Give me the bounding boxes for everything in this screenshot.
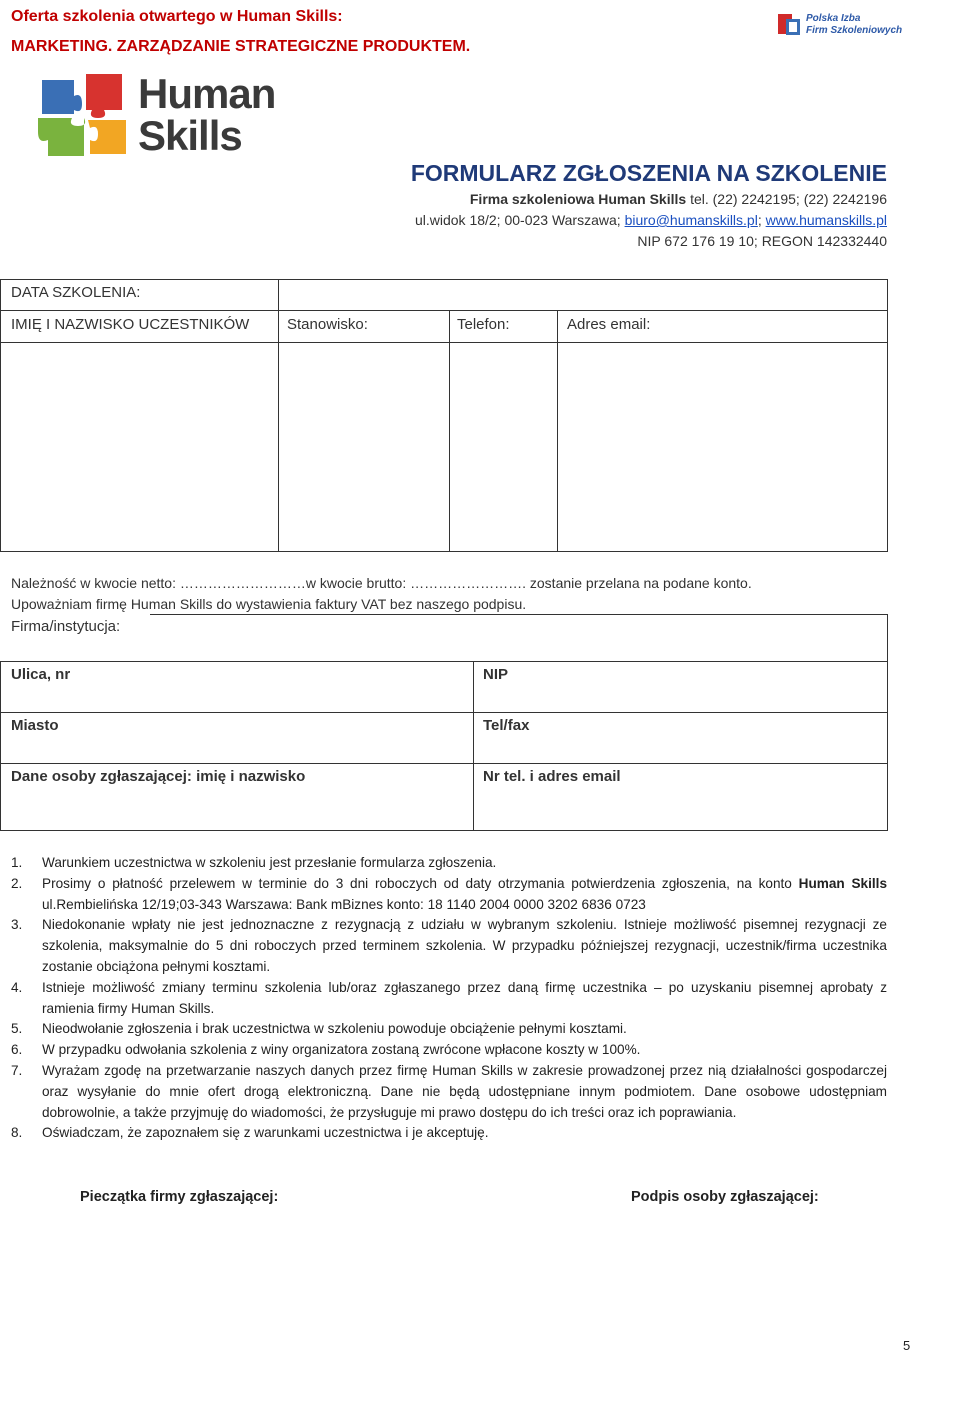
company-name: Firma szkoleniowa Human Skills: [469, 191, 687, 207]
tel-fax-label: Tel/fax: [483, 717, 530, 734]
term-item: 4. Istnieje możliwość zmiany terminu szkolenia lub/oraz zgłaszanego przez daną firmę uczestnika – po uzyskaniu pisemnej aprobaty z ramienia firmy Human Skills.: [11, 979, 887, 1016]
term-item: 3. Niedokonanie wpłaty nie jest jednoznaczne z rezygnacją z udziału w wybranym szkoleniu. Istnieje możliwość pisemnej rezygnacji ze szkolenia, maksymalnie do 5 dni roboczych przed terminem szkolenia. W przypadku późniejszej rezygnacji, uczestnik/firma uczestnika zostanie obciążona pełnymi kosztami.: [11, 917, 887, 974]
training-topic: MARKETING. ZARZĄDZANIE STRATEGICZNE PRODUKTEM.: [11, 38, 471, 55]
position-field[interactable]: [280, 344, 448, 550]
phone-field[interactable]: [451, 344, 556, 550]
term-item: 2. Prosimy o płatność przelewem w terminie do 3 dni roboczych od daty otrzymania potwierdzenia zgłoszenia, na konto Human Skills ul.Rembielińska 12/19;03-343 Warszawa: Bank mBiznes konto: 18 1140 2004 0000 3202 6836 0723: [11, 875, 888, 912]
company-stamp-label: Pieczątka firmy zgłaszającej:: [80, 1189, 279, 1205]
city-field[interactable]: [2, 737, 472, 762]
nip-field[interactable]: [475, 686, 886, 711]
col-phone: Telefon:: [457, 316, 510, 333]
term-item: 8. Oświadczam, że zapoznałem się z warunkami uczestnictwa i je akceptuję.: [11, 1125, 489, 1141]
contact-phone-email-label: Nr tel. i adres email: [483, 768, 621, 785]
col-position: Stanowisko:: [287, 316, 368, 333]
pifs-logo: [778, 12, 903, 40]
human-skills-logo: [34, 70, 274, 162]
logo-word-human: Human: [138, 70, 276, 117]
website-link[interactable]: www.humanskills.pl: [765, 212, 887, 228]
participants-name-field[interactable]: [2, 344, 277, 550]
company-address-line: [415, 212, 887, 228]
logo-word-skills: Skills: [138, 112, 242, 159]
signature-label: Podpis osoby zgłaszającej:: [631, 1189, 819, 1205]
col-email: Adres email:: [567, 316, 651, 333]
company-address: ul.widok 18/2; 00-023 Warszawa;: [414, 212, 621, 228]
firm-institution-field[interactable]: [152, 616, 886, 660]
tel-fax-field[interactable]: [475, 737, 886, 762]
term-item: 1. Warunkiem uczestnictwa w szkoleniu jest przesłanie formularza zgłoszenia.: [11, 855, 497, 870]
pifs-logo-line2: Firm Szkoleniowych: [806, 25, 903, 36]
pifs-mark-icon: [778, 14, 800, 36]
separator: ;: [757, 212, 762, 228]
term-item: 6. W przypadku odwołania szkolenia z winy organizatora zostaną zwrócone wpłacone koszty w 100%.: [11, 1042, 641, 1058]
payment-amount-line: Należność w kwocie netto: ………………………w kwocie brutto: ……………………. zostanie przelana na podane konto.: [11, 575, 752, 591]
training-date-field[interactable]: [280, 281, 886, 309]
contact-person-label: Dane osoby zgłaszającej: imię i nazwisko: [11, 768, 306, 785]
term-item: 7. Wyrażam zgodę na przetwarzanie naszych danych przez firmę Human Skills w zakresie prowadzonej przez nią działalności gospodarczej oraz wysyłanie do mnie ofert drogą elektroniczną. Dane nie będą udostępniane innym podmiotem. Dane osobowe udostępniam dobrowolnie, a także przyjmuję do wiadomości, że przysługuje mi prawo dostępu do ich treści oraz ich poprawiania.: [11, 1062, 887, 1120]
firm-institution-label: Firma/instytucja:: [11, 618, 121, 635]
company-phones: tel. (22) 2242195; (22) 2242196: [690, 191, 887, 207]
email-field[interactable]: [559, 344, 886, 550]
pifs-logo-line1: Polska Izba: [806, 13, 861, 24]
term-item: 5. Nieodwołanie zgłoszenia i brak uczestnictwa w szkoleniu powoduje obciążenie pełnymi kosztami.: [11, 1021, 627, 1037]
contact-phone-email-field[interactable]: [475, 790, 886, 829]
email-link[interactable]: biuro@humanskills.pl: [624, 212, 758, 228]
offer-title: Oferta szkolenia otwartego w Human Skills:: [11, 8, 343, 25]
city-label: Miasto: [11, 717, 59, 734]
street-label: Ulica, nr: [11, 666, 71, 683]
company-info: [470, 191, 887, 207]
terms-list: [11, 853, 887, 1144]
nip-label: NIP: [483, 666, 509, 683]
col-participants-name: IMIĘ I NAZWISKO UCZESTNIKÓW: [11, 316, 250, 333]
vat-authorization-line: Upoważniam firmę Human Skills do wystawienia faktury VAT bez naszego podpisu.: [11, 596, 527, 612]
contact-person-field[interactable]: [2, 790, 472, 829]
form-title: FORMULARZ ZGŁOSZENIA NA SZKOLENIE: [410, 160, 887, 186]
puzzle-flower-icon: [34, 70, 134, 162]
training-date-label: DATA SZKOLENIA:: [11, 284, 141, 301]
page-number: 5: [903, 1338, 911, 1353]
street-field[interactable]: [2, 686, 472, 711]
company-ids: NIP 672 176 19 10; REGON 142332440: [637, 233, 887, 249]
